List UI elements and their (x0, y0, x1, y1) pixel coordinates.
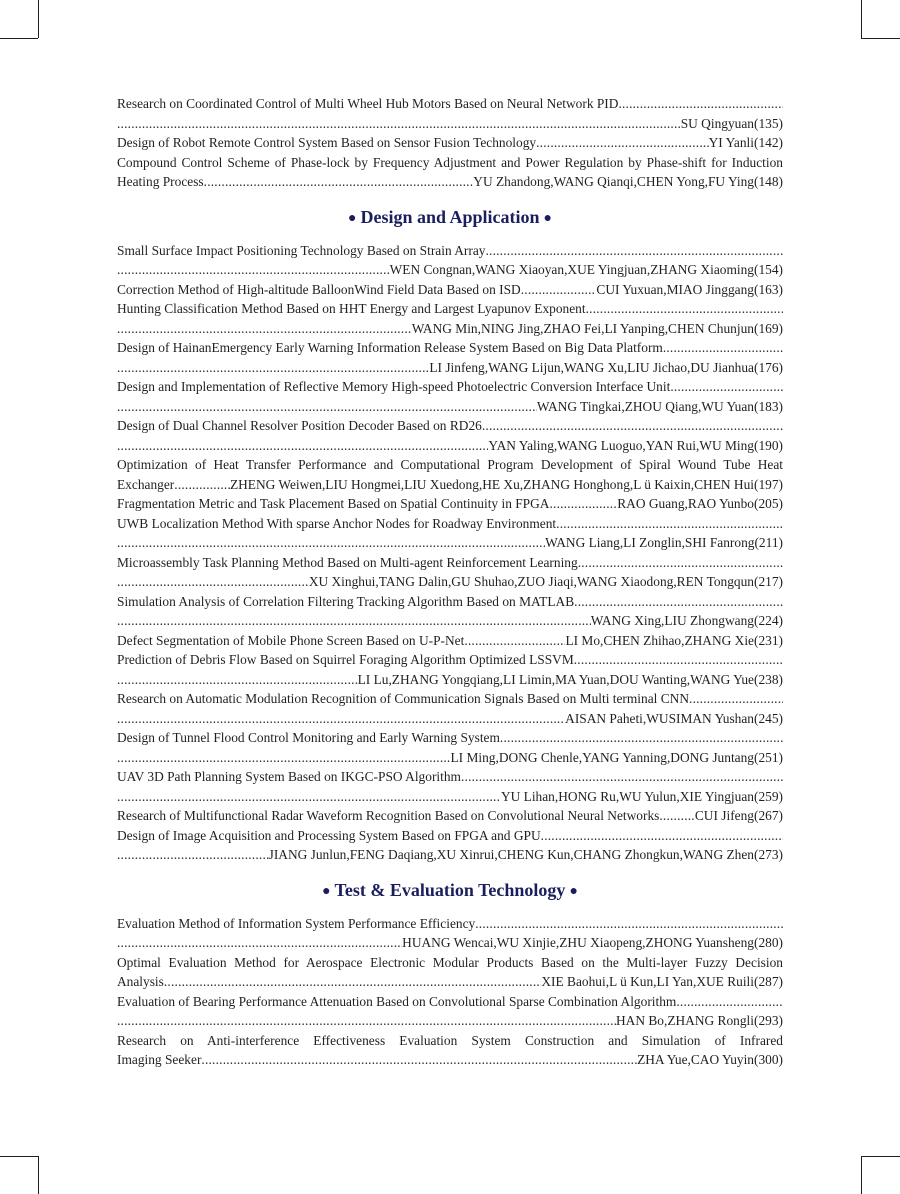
entry-line (117, 338, 783, 358)
entry-title-first-line: Optimization of Heat Transfer Performance and Computational Program Development of Spiral Wound Tube Heat (117, 457, 783, 472)
entry-line (117, 436, 783, 456)
bullet-icon: ● (569, 883, 578, 899)
toc-entry (117, 241, 783, 280)
dot-leader (117, 787, 501, 807)
entry-title: Research on Coordinated Control of Multi Wheel Hub Motors Based on Neural Network PID (117, 96, 619, 111)
entry-title: Fragmentation Metric and Task Placement Based on Spatial Continuity in FPGA (117, 496, 550, 511)
toc-entry (117, 94, 783, 133)
dot-leader (689, 689, 783, 709)
dot-leader (574, 592, 783, 612)
entry-authors-page: SU Qingyuan(135) (680, 115, 783, 131)
entry-authors-page: YI Yanli(142) (708, 135, 783, 150)
entry-title: UWB Localization Method With sparse Anchor Nodes for Roadway Environment (117, 515, 557, 531)
entry-line (117, 933, 783, 953)
toc-entry (117, 153, 783, 192)
dot-leader (556, 514, 783, 534)
dot-leader (475, 914, 783, 934)
toc-entry (117, 767, 783, 806)
entry-line (117, 299, 783, 319)
toc-entry (117, 299, 783, 338)
entry-line (117, 650, 783, 670)
entry-title: Microassembly Task Planning Method Based on Multi-agent Reinforcement Learning (117, 554, 578, 570)
entry-authors-page: WANG Liang,LI Zonglin,SHI Fanrong(211) (545, 535, 783, 550)
entry-title-first-line: Compound Control Scheme of Phase-lock by Frequency Adjustment and Power Regulation by Phase-shift for Induction (117, 154, 783, 170)
entry-authors-page: ZHA Yue,CAO Yuyin(300) (637, 1052, 783, 1067)
entry-line (117, 787, 783, 807)
toc-entry (117, 992, 783, 1031)
bullet-icon: ● (348, 210, 357, 226)
crop-mark-top-right-h (861, 38, 900, 39)
toc-entry (117, 914, 783, 953)
toc-entry (117, 650, 783, 689)
entry-authors-page: LI Ming,DONG Chenle,YANG Yanning,DONG Juntang(251) (450, 749, 783, 765)
entry-authors-page: WEN Congnan,WANG Xiaoyan,XUE Yingjuan,ZHANG Xiaoming(154) (389, 262, 783, 277)
toc-entry (117, 826, 783, 865)
entry-authors-page: ZHENG Weiwen,LIU Hongmei,LIU Xuedong,HE Xu,ZHANG Honghong,L ü Kaixin,CHEN Hui(197) (229, 476, 783, 492)
entry-title: Prediction of Debris Flow Based on Squirrel Foraging Algorithm Optimized LSSVM (117, 652, 574, 667)
toc-entry (117, 133, 783, 153)
entry-line (117, 914, 783, 934)
toc-entry (117, 416, 783, 455)
entry-title-first-line: Optimal Evaluation Method for Aerospace Electronic Modular Products Based on the Multi-layer Fuzzy Decision (117, 954, 783, 970)
entry-line (117, 553, 783, 573)
table-of-contents (117, 94, 783, 1070)
entry-authors-page: RAO Guang,RAO Yunbo(205) (617, 496, 783, 511)
entry-line (117, 114, 783, 134)
toc-entry (117, 953, 783, 992)
toc-entry (117, 377, 783, 416)
entry-line (117, 260, 783, 280)
dot-leader (461, 767, 783, 787)
entry-line (117, 514, 783, 534)
section-heading-text: Design and Application (360, 206, 540, 227)
entry-title: Design of Robot Remote Control System Based on Sensor Fusion Technology (117, 135, 537, 150)
entry-title: Heating Process (117, 174, 204, 189)
dot-leader (117, 709, 565, 729)
entry-authors-page: AISAN Paheti,WUSIMAN Yushan(245) (565, 710, 783, 726)
dot-leader (117, 1011, 616, 1031)
toc-entry (117, 494, 783, 514)
dot-leader (117, 319, 412, 339)
dot-leader (659, 806, 695, 826)
toc-entry (117, 1031, 783, 1070)
entry-line (117, 806, 783, 826)
entry-line (117, 280, 783, 300)
entry-authors-page: HAN Bo,ZHANG Rongli(293) (615, 1013, 783, 1028)
entry-title: Design of HainanEmergency Early Warning Information Release System Based on Big Data Platform (117, 340, 663, 355)
crop-mark-top-right-v (861, 0, 862, 38)
section-heading (117, 205, 783, 231)
entry-title: Design of Image Acquisition and Processing System Based on FPGA and GPU (117, 827, 541, 843)
bullet-icon: ● (543, 210, 552, 226)
entry-authors-page: CUI Jifeng(267) (694, 808, 783, 823)
entry-line (117, 748, 783, 768)
dot-leader (117, 260, 390, 280)
entry-authors-page: LI Mo,CHEN Zhihao,ZHANG Xie(231) (565, 632, 783, 648)
section-heading-text: Test & Evaluation Technology (334, 879, 566, 900)
crop-mark-bottom-right-v (861, 1156, 862, 1194)
entry-line (117, 592, 783, 612)
entry-line (117, 94, 783, 114)
entry-authors-page: WANG Xing,LIU Zhongwang(224) (590, 613, 783, 628)
entry-authors-page: LI Jinfeng,WANG Lijun,WANG Xu,LIU Jichao,DU Jianhua(176) (429, 359, 783, 375)
entry-line (117, 709, 783, 729)
dot-leader (117, 748, 450, 768)
dot-leader (578, 553, 783, 573)
entry-title: Imaging Seeker (117, 1052, 202, 1067)
entry-title-first-line: Research on Anti-interference Effectiveness Evaluation System Construction and Simulation of Infrared (117, 1032, 783, 1048)
toc-entry (117, 592, 783, 631)
entry-line (117, 611, 783, 631)
entry-line (117, 377, 783, 397)
entry-authors-page: WANG Tingkai,ZHOU Qiang,WU Yuan(183) (536, 398, 783, 414)
dot-leader (541, 826, 783, 846)
entry-line (117, 416, 783, 436)
entry-line (117, 845, 783, 865)
dot-leader (618, 94, 783, 114)
dot-leader (482, 416, 783, 436)
entry-authors-page: HUANG Wencai,WU Xinjie,ZHU Xiaopeng,ZHONG Yuansheng(280) (402, 935, 783, 950)
dot-leader (521, 280, 597, 300)
entry-line (117, 241, 783, 261)
toc-section (117, 878, 783, 1070)
entry-line (117, 1050, 783, 1070)
dot-leader (464, 631, 565, 651)
dot-leader (174, 475, 230, 495)
entry-title: Research on Automatic Modulation Recognition of Communication Signals Based on Multi terminal CNN (117, 691, 690, 706)
entry-title: Evaluation of Bearing Performance Attenuation Based on Convolutional Sparse Combination Algorithm (117, 993, 677, 1009)
dot-leader (117, 114, 681, 134)
toc-entry (117, 631, 783, 651)
entry-authors-page: YU Zhandong,WANG Qianqi,CHEN Yong,FU Ying(148) (473, 174, 783, 189)
dot-leader (117, 611, 591, 631)
entry-title: Exchanger (117, 476, 175, 492)
crop-mark-top-left-h (0, 38, 38, 39)
entry-line (117, 670, 783, 690)
dot-leader (676, 992, 783, 1012)
entry-line (117, 494, 783, 514)
entry-title: Design and Implementation of Reflective Memory High-speed Photoelectric Conversion Interface Unit (117, 379, 671, 394)
toc-entry (117, 455, 783, 494)
dot-leader (586, 299, 783, 319)
entry-title: Analysis (117, 974, 164, 989)
entry-authors-page: WANG Min,NING Jing,ZHAO Fei,LI Yanping,CHEN Chunjun(169) (411, 320, 783, 336)
entry-line (117, 767, 783, 787)
toc-entry (117, 728, 783, 767)
dot-leader (536, 133, 708, 153)
dot-leader (117, 358, 429, 378)
entry-line (117, 358, 783, 378)
entry-title: Design of Tunnel Flood Control Monitoring and Early Warning System (117, 730, 500, 745)
dot-leader (485, 241, 783, 261)
entry-title: UAV 3D Path Planning System Based on IKGC-PSO Algorithm (117, 769, 461, 784)
entry-line (117, 992, 783, 1012)
bullet-icon: ● (322, 883, 331, 899)
dot-leader (574, 650, 783, 670)
toc-entry (117, 338, 783, 377)
dot-leader (117, 845, 269, 865)
entry-line (117, 689, 783, 709)
crop-mark-bottom-right-h (861, 1156, 900, 1157)
entry-title: Correction Method of High-altitude BalloonWind Field Data Based on ISD (117, 281, 521, 297)
toc-section (117, 205, 783, 865)
toc-entry (117, 689, 783, 728)
entry-line (117, 972, 783, 992)
entry-line (117, 631, 783, 651)
entry-title: Research of Multifunctional Radar Waveform Recognition Based on Convolutional Neural Networks (117, 808, 660, 823)
section-heading (117, 878, 783, 904)
entry-line (117, 133, 783, 153)
entry-authors-page: JIANG Junlun,FENG Daqiang,XU Xinrui,CHENG Kun,CHANG Zhongkun,WANG Zhen(273) (268, 847, 783, 862)
toc-entry (117, 280, 783, 300)
dot-leader (117, 533, 545, 553)
entry-line (117, 172, 783, 192)
dot-leader (204, 172, 474, 192)
entry-authors-page: CUI Yuxuan,MIAO Jinggang(163) (596, 281, 783, 297)
crop-mark-bottom-left-h (0, 1156, 38, 1157)
entry-authors-page: XIE Baohui,L ü Kun,LI Yan,XUE Ruili(287) (541, 974, 783, 989)
dot-leader (670, 377, 783, 397)
dot-leader (549, 494, 617, 514)
entry-authors-page: LI Lu,ZHANG Yongqiang,LI Limin,MA Yuan,DOU Wanting,WANG Yue(238) (357, 671, 783, 687)
toc-entry (117, 553, 783, 592)
entry-line (117, 728, 783, 748)
crop-mark-bottom-left-v (38, 1156, 39, 1194)
dot-leader (117, 397, 537, 417)
entry-line (117, 826, 783, 846)
entry-line (117, 397, 783, 417)
entry-title: Simulation Analysis of Correlation Filtering Tracking Algorithm Based on MATLAB (117, 593, 575, 609)
dot-leader (117, 572, 309, 592)
crop-mark-top-left-v (38, 0, 39, 38)
entry-authors-page: YU Lihan,HONG Ru,WU Yulun,XIE Yingjuan(259) (500, 788, 783, 804)
dot-leader (201, 1050, 637, 1070)
dot-leader (663, 338, 783, 358)
dot-leader (117, 436, 488, 456)
entry-title: Evaluation Method of Information System Performance Efficiency (117, 915, 476, 931)
entry-line (117, 475, 783, 495)
entry-title: Design of Dual Channel Resolver Position Decoder Based on RD26 (117, 418, 482, 433)
entry-line (117, 572, 783, 592)
dot-leader (117, 670, 358, 690)
dot-leader (500, 728, 783, 748)
entry-title: Small Surface Impact Positioning Technology Based on Strain Array (117, 242, 486, 258)
dot-leader (117, 933, 402, 953)
dot-leader (164, 972, 541, 992)
toc-section (117, 94, 783, 192)
entry-line (117, 533, 783, 553)
entry-line (117, 319, 783, 339)
entry-title: Defect Segmentation of Mobile Phone Screen Based on U-P-Net (117, 632, 465, 648)
entry-authors-page: XU Xinghui,TANG Dalin,GU Shuhao,ZUO Jiaqi,WANG Xiaodong,REN Tongqun(217) (308, 574, 783, 589)
entry-line (117, 1011, 783, 1031)
entry-authors-page: YAN Yaling,WANG Luoguo,YAN Rui,WU Ming(190) (488, 437, 783, 453)
toc-entry (117, 514, 783, 553)
entry-title: Hunting Classification Method Based on HHT Energy and Largest Lyapunov Exponent (117, 301, 586, 316)
toc-entry (117, 806, 783, 826)
